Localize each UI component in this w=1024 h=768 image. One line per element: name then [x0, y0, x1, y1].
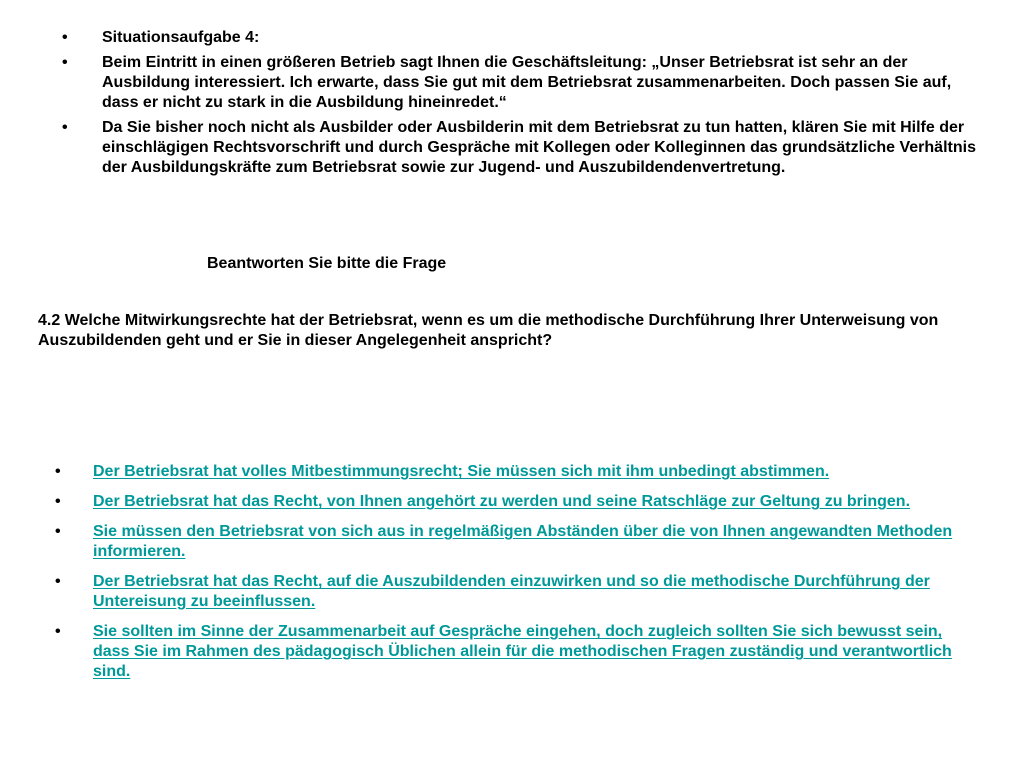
answer-option-link-2[interactable]: Der Betriebsrat hat das Recht, von Ihnen angehört zu werden und seine Ratschläge zur Geltung zu bringen. — [93, 493, 911, 510]
answer-option — [55, 572, 975, 612]
situation-title: Situationsaufgabe 4: — [102, 29, 260, 46]
question-text: 4.2 Welche Mitwirkungsrechte hat der Betriebsrat, wenn es um die methodische Durchführung Ihrer Unterweisung von Auszubildenden geht und er Sie in dieser Angelegenheit anspricht? — [38, 312, 939, 349]
situation-list — [62, 28, 982, 183]
answer-option-link-3[interactable]: Sie müssen den Betriebsrat von sich aus in regelmäßigen Abständen über die von Ihnen angewandten Methoden informieren. — [93, 523, 953, 560]
bullet-icon: • — [55, 623, 61, 640]
situation-item — [62, 53, 982, 113]
answer-option-link-1[interactable]: Der Betriebsrat hat volles Mitbestimmungsrecht; Sie müssen sich mit ihm unbedingt abstimmen. — [93, 463, 830, 480]
answer-option-link-5[interactable]: Sie sollten im Sinne der Zusammenarbeit auf Gespräche eingehen, doch zugleich sollten Sie sich bewusst sein, dass Sie im Rahmen des pädagogisch Üblichen allein für die methodischen Fragen zuständig und verantwortlich sind. — [93, 623, 952, 680]
answer-option — [55, 462, 975, 482]
bullet-icon: • — [55, 493, 61, 510]
answer-options-list — [55, 462, 975, 692]
situation-text: Beim Eintritt in einen größeren Betrieb sagt Ihnen die Geschäftsleitung: „Unser Betriebsrat ist sehr an der Ausbildung interessiert. Ich erwarte, dass Sie gut mit dem Betriebsrat zusammenarbeiten. Doch passen Sie auf, dass er nicht zu stark in die Ausbildung hineinredet.“ — [102, 54, 952, 111]
answer-option — [55, 492, 975, 512]
bullet-icon: • — [55, 573, 61, 590]
bullet-icon: • — [55, 463, 61, 480]
answer-prompt: Beantworten Sie bitte die Frage — [207, 255, 447, 272]
answer-option — [55, 522, 975, 562]
bullet-icon: • — [55, 523, 61, 540]
situation-text: Da Sie bisher noch nicht als Ausbilder oder Ausbilderin mit dem Betriebsrat zu tun hatten, klären Sie mit Hilfe der einschlägigen Rechtsvorschrift und durch Gespräche mit Kollegen oder Kolleginnen das grundsätzliche Verhältnis der Ausbildungskräfte zum Betriebsrat sowie zur Jugend- und Auszubildendenvertretung. — [102, 119, 976, 176]
situation-item — [62, 118, 982, 178]
bullet-icon: • — [62, 29, 68, 46]
answer-option-link-4[interactable]: Der Betriebsrat hat das Recht, auf die Auszubildenden einzuwirken und so die methodische Durchführung der Untereisung zu beeinflussen. — [93, 573, 930, 610]
bullet-icon: • — [62, 119, 68, 136]
situation-item — [62, 28, 982, 48]
answer-option — [55, 622, 975, 682]
bullet-icon: • — [62, 54, 68, 71]
